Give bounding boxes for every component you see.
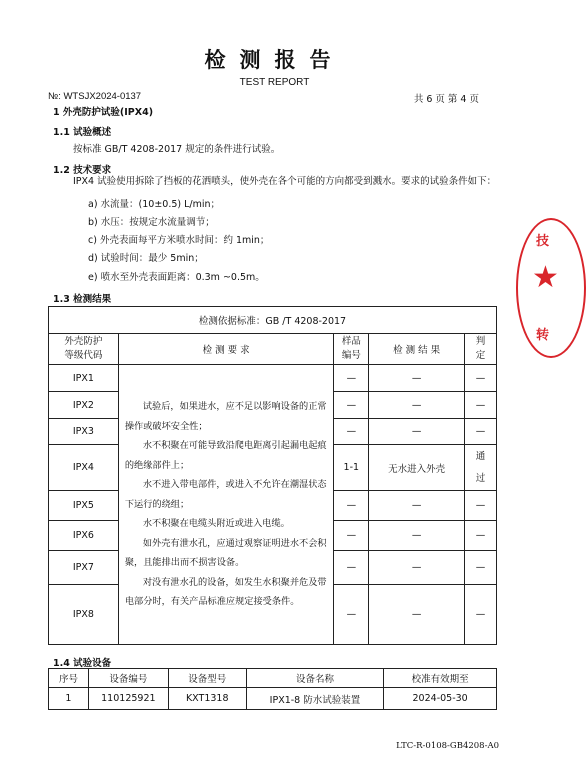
result-cell: — [369,521,465,551]
level-cell: IPX4 [49,445,119,491]
equipment-table [48,668,497,710]
verdict-cell: — [465,392,497,419]
result-cell: 无水进入外壳 [369,445,465,491]
section-heading: 1 外壳防护试验(IPX4) [53,107,154,118]
sample-cell: — [334,365,369,392]
requirement-text: 试验后，如果进水，应不足以影响设备的正常操作或破坏安全性； 水不积聚在可能导致沿爬电距离引起漏电起痕的绝缘部件上； 水不进入带电部件，或进入不允许在潮湿状态下运行的绕组； 水不积聚在电缆头附近或进入电缆。 如外壳有泄水孔，应通过观察证明进水不会积聚，且能排出而不损害设备。 对没有泄水孔的设备，如发生水积聚并危及带电部分时，有关产品标准应规定接受条件。 [118,365,334,645]
header-result: 检 测 结 果 [369,334,465,365]
sample-cell: — [334,585,369,645]
sample-cell: — [334,491,369,521]
header-requirement: 检 测 要 求 [118,334,334,365]
model-cell: KXT1318 [168,688,246,710]
condition-item: e) 喷水至外壳表面距离：0.3m ~0.5m。 [88,272,265,283]
result-cell: — [369,551,465,585]
verdict-cell: — [465,551,497,585]
official-stamp [516,218,586,358]
level-cell: IPX6 [49,521,119,551]
header-model: 设备型号 [168,669,246,688]
header-calibration-date: 校准有效期至 [384,669,497,688]
equipment-name-cell: IPX1-8 防水试验装置 [246,688,384,710]
sample-cell: 1-1 [334,445,369,491]
result-cell: — [369,419,465,445]
verdict-cell: — [465,419,497,445]
header-equipment-no: 设备编号 [88,669,168,688]
stamp-text-top: 技 [536,234,550,249]
sample-cell: — [334,392,369,419]
results-table [48,306,497,645]
header-sample: 样品 编号 [334,334,369,365]
table-row [49,365,497,392]
level-cell: IPX1 [49,365,119,392]
sample-cell: — [334,551,369,585]
level-cell: IPX2 [49,392,119,419]
result-cell: — [369,365,465,392]
overview-text: 按标准 GB/T 4208-2017 规定的条件进行试验。 [73,144,281,155]
condition-item: b) 水压：按规定水流量调节； [88,217,215,228]
verdict-cell: — [465,585,497,645]
page-info: 共 6 页 第 4 页 [413,94,479,105]
header-verdict: 判 定 [465,334,497,365]
level-cell: IPX3 [49,419,119,445]
level-cell: IPX8 [49,585,119,645]
star-icon: ★ [532,260,559,295]
header-index: 序号 [49,669,89,688]
result-cell: — [369,392,465,419]
condition-item: c) 外壳表面每平方米喷水时间：约 1min； [88,235,270,246]
equipment-no-cell: 110125921 [88,688,168,710]
subsection-heading-1-4: 1.4 试验设备 [53,658,112,669]
table-row [49,688,497,710]
sample-cell: — [334,521,369,551]
subsection-heading-1-1: 1.1 试验概述 [53,127,112,138]
report-subtitle: TEST REPORT [239,77,310,88]
level-cell: IPX7 [49,551,119,585]
standard-basis: 检测依据标准：GB /T 4208-2017 [49,307,497,334]
level-cell: IPX5 [49,491,119,521]
result-cell: — [369,491,465,521]
report-title: 检测报告 [204,48,345,72]
form-code: LTC-R-0108-GB4208-A0 [396,741,499,751]
header-level: 外壳防护 等级代码 [49,334,119,365]
condition-item: d) 试验时间：最少 5min； [88,253,204,264]
requirements-text: IPX4 试验使用拆除了挡板的花洒喷头，使外壳在各个可能的方向都受到溅水。要求的试验条件如下： [73,176,497,187]
header-equipment-name: 设备名称 [246,669,384,688]
condition-item: a) 水流量：(10±0.5) L/min； [88,199,221,210]
result-cell: — [369,585,465,645]
index-cell: 1 [49,688,89,710]
verdict-cell: — [465,491,497,521]
document-number: №: WTSJX2024-0137 [48,91,142,102]
sample-cell: — [334,419,369,445]
verdict-cell: — [465,521,497,551]
verdict-cell: 通 过 [465,445,497,491]
subsection-heading-1-3: 1.3 检测结果 [53,294,112,305]
stamp-text-bottom: 转 [536,328,550,343]
verdict-cell: — [465,365,497,392]
calibration-date-cell: 2024-05-30 [384,688,497,710]
subsection-heading-1-2: 1.2 技术要求 [53,165,112,176]
